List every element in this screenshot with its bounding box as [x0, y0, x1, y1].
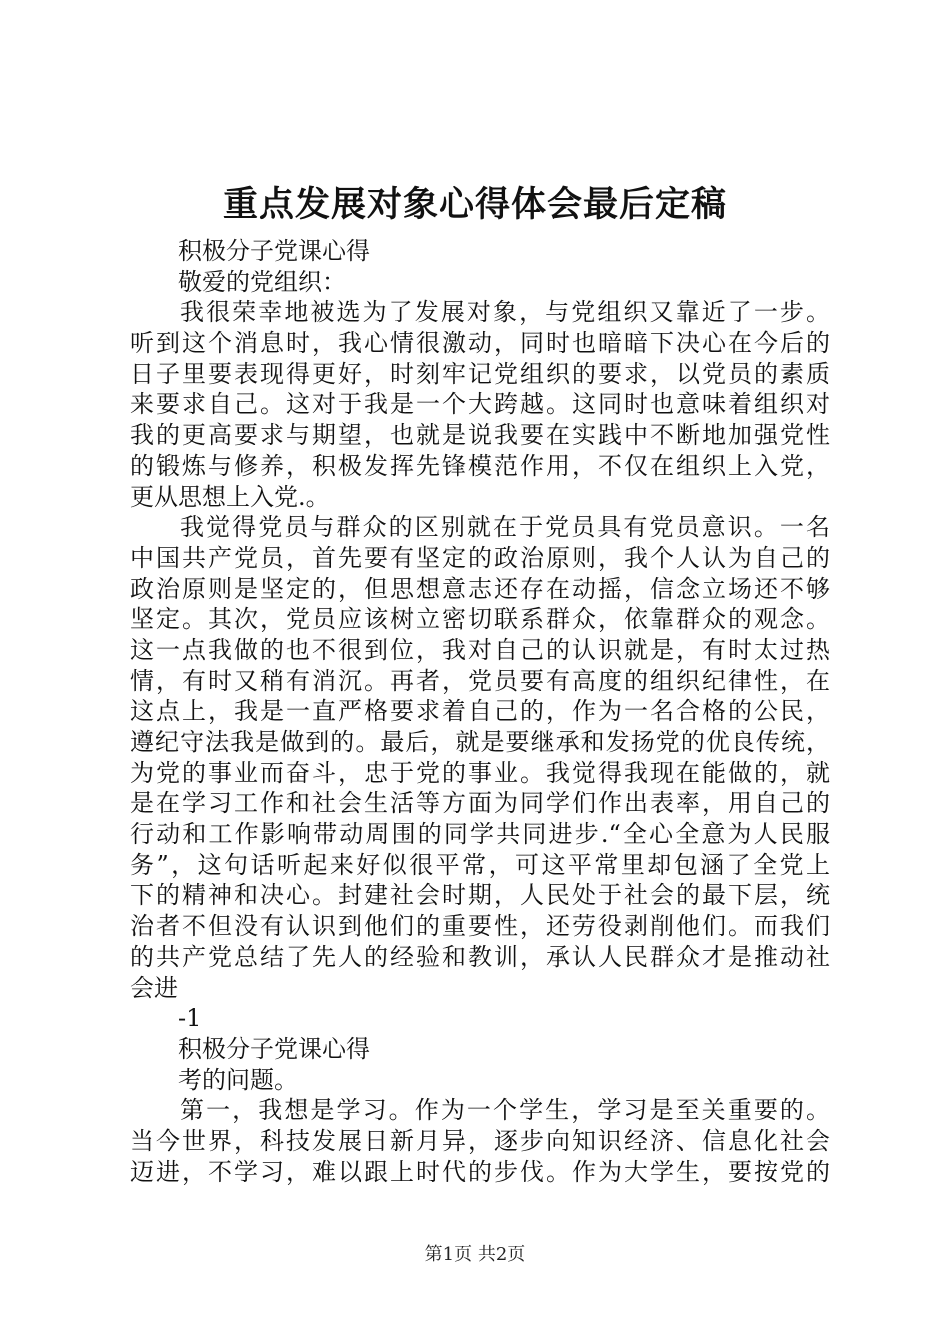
text-line: 治者不但没有认识到他们的重要性，还劳役剥削他们。而我们 — [130, 912, 830, 941]
text-line: 为党的事业而奋斗，忠于党的事业。我觉得我现在能做的，就 — [130, 758, 830, 787]
text-line: 听到这个消息时，我心情很激动，同时也暗暗下决心在今后的 — [130, 329, 830, 358]
text-line: 迈进，不学习，难以跟上时代的步伐。作为大学生，要按党的 — [130, 1157, 830, 1186]
document-body — [130, 236, 830, 1187]
text-line: 情，有时又稍有消沉。再者，党员要有高度的组织纪律性，在 — [130, 666, 830, 695]
text-line: 行动和工作影响带动周围的同学共同进步.“全心全意为人民服 — [130, 820, 830, 849]
text-line: 中国共产党员，首先要有坚定的政治原则，我个人认为自己的 — [130, 543, 830, 572]
text-line: 第一，我想是学习。作为一个学生，学习是至关重要的。 — [180, 1096, 830, 1125]
text-line: 遵纪守法我是做到的。最后，就是要继承和发扬党的优良传统， — [130, 728, 830, 756]
text-line: 积极分子党课心得 — [178, 1034, 370, 1063]
text-line: 这点上，我是一直严格要求着自己的，作为一名合格的公民， — [130, 697, 830, 726]
text-line: 考的问题。 — [178, 1065, 298, 1094]
text-line: -1 — [178, 1004, 202, 1033]
text-line: 务”，这句话听起来好似很平常，可这平常里却包涵了全党上 — [130, 850, 830, 879]
text-line: 这一点我做的也不很到位，我对自己的认识就是，有时太过热 — [130, 635, 830, 664]
text-line: 政治原则是坚定的，但思想意志还存在动摇，信念立场还不够 — [130, 574, 830, 603]
text-line: 的锻炼与修养，积极发挥先锋模范作用，不仅在组织上入党， — [130, 451, 830, 480]
text-line: 更从思想上入党.。 — [130, 482, 330, 511]
text-line: 日子里要表现得更好，时刻牢记党组织的要求，以党员的素质 — [130, 359, 830, 388]
text-line: 是在学习工作和社会生活等方面为同学们作出表率，用自己的 — [130, 789, 830, 818]
text-line: 下的精神和决心。封建社会时期，人民处于社会的最下层，统 — [130, 881, 830, 910]
text-line: 我的更高要求与期望，也就是说我要在实践中不断地加强党性 — [130, 421, 830, 450]
text-line: 我觉得党员与群众的区别就在于党员具有党员意识。一名 — [180, 513, 830, 542]
document-title: 重点发展对象心得体会最后定稿 — [222, 184, 727, 225]
text-line: 我很荣幸地被选为了发展对象，与党组织又靠近了一步。 — [180, 298, 830, 327]
text-line: 坚定。其次，党员应该树立密切联系群众，依靠群众的观念。 — [130, 605, 830, 634]
text-line: 的共产党总结了先人的经验和教训，承认人民群众才是推动社 — [130, 942, 830, 971]
text-line: 积极分子党课心得 — [178, 237, 370, 265]
text-line: 会进 — [130, 973, 178, 1002]
text-line: 敬爱的党组织： — [178, 267, 346, 296]
page-footer: 第1页 共2页 — [424, 1244, 526, 1265]
text-line: 当今世界，科技发展日新月异，逐步向知识经济、信息化社会 — [130, 1126, 830, 1155]
text-line: 来要求自己。这对于我是一个大跨越。这同时也意味着组织对 — [130, 390, 830, 419]
